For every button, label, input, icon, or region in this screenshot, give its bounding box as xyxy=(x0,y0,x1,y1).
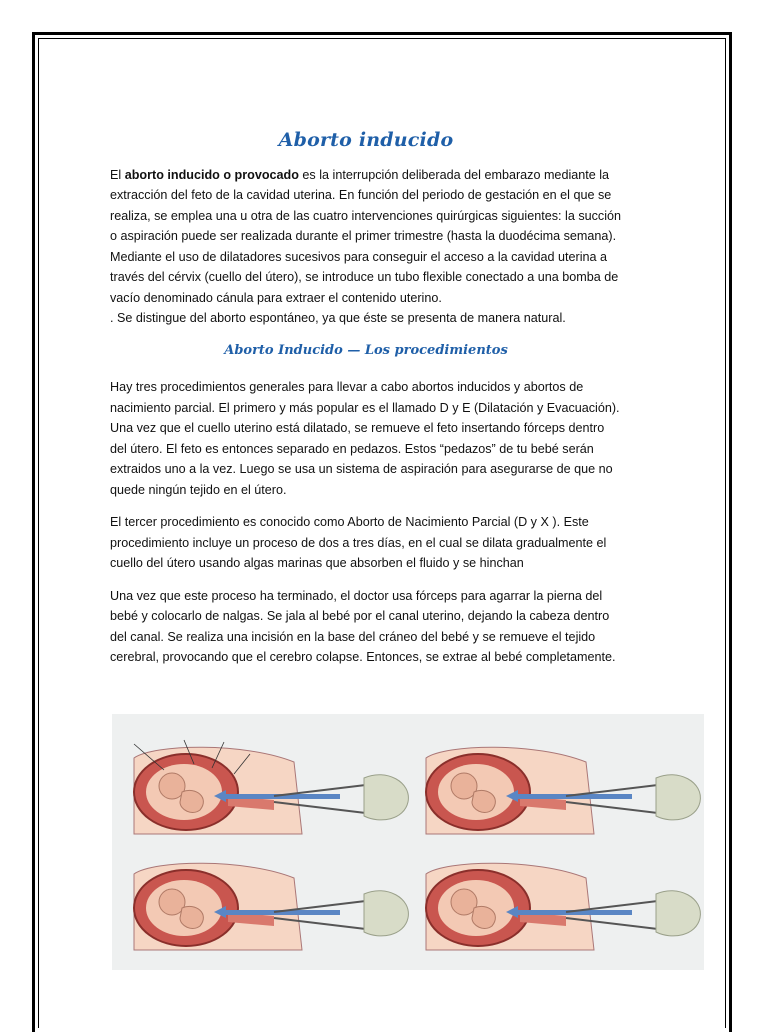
procedure-illustration xyxy=(112,714,704,970)
intro-lead: El xyxy=(110,167,125,182)
intro-bold-term: aborto inducido o provocado xyxy=(124,167,299,182)
panel-4 xyxy=(426,863,700,950)
document-body xyxy=(110,120,622,680)
document-title: Aborto inducido xyxy=(278,129,454,151)
panel-1 xyxy=(134,740,408,834)
paragraph-procedures: Hay tres procedimientos generales para llevar a cabo abortos inducidos y abortos de nacimiento parcial. El primero y más popular es el llamado D y E (Dilatación y Evacuación). Una vez que el cuello uterino está dilatado, se remueve el feto insertando fórceps dentro del útero. El feto es entonces separado en pedazos. Estos “pedazos” de tu bebé serán extraidos uno a la vez. Luego se usa un sistema de aspiración para asegurarse de que no quede ningún tejido en el útero. xyxy=(110,380,620,497)
intro-note: . Se distingue del aborto espontáneo, ya que éste se presenta de manera natural. xyxy=(110,311,566,325)
intro-text: es la interrupción deliberada del embarazo mediante la extracción del feto de la cavidad uterina. En función del periodo de gestación en el que se realiza, se emplea una u otra de las cuatro intervenciones quirúrgicas siguientes: la succión o aspiración puede ser realizada durante el primer trimestre (hasta la duodécima semana). Mediante el uso de dilatadores sucesivos para conseguir el acceso a la cavidad uterina a través del cérvix (cuello del útero), se introduce un tubo flexible conectado a una bomba de vacío denominado cánula para extraer el contenido uterino. xyxy=(110,167,622,305)
paragraph-extraction: Una vez que este proceso ha terminado, el doctor usa fórceps para agarrar la pierna del bebé y colocarlo de nalgas. Se jala al bebé por el canal uterino, dejando la cabeza dentro del canal. Se realiza una incisión en la base del cráneo del bebé y se remueve el tejido cerebral, provocando que el cerebro colapse. Entonces, se extrae al bebé completamente. xyxy=(110,588,616,664)
section-subtitle: Aborto Inducido — Los procedimientos xyxy=(224,342,508,358)
panel-3 xyxy=(134,863,408,950)
intro-paragraph xyxy=(110,165,622,309)
panel-2 xyxy=(426,747,700,834)
paragraph-dx: El tercer procedimiento es conocido como Aborto de Nacimiento Parcial (D y X ). Este procedimiento incluye un proceso de dos a tres días, en el cual se dilata gradualmente el cuello del útero usando algas marinas que absorben el fluido y se hinchan xyxy=(110,515,607,570)
